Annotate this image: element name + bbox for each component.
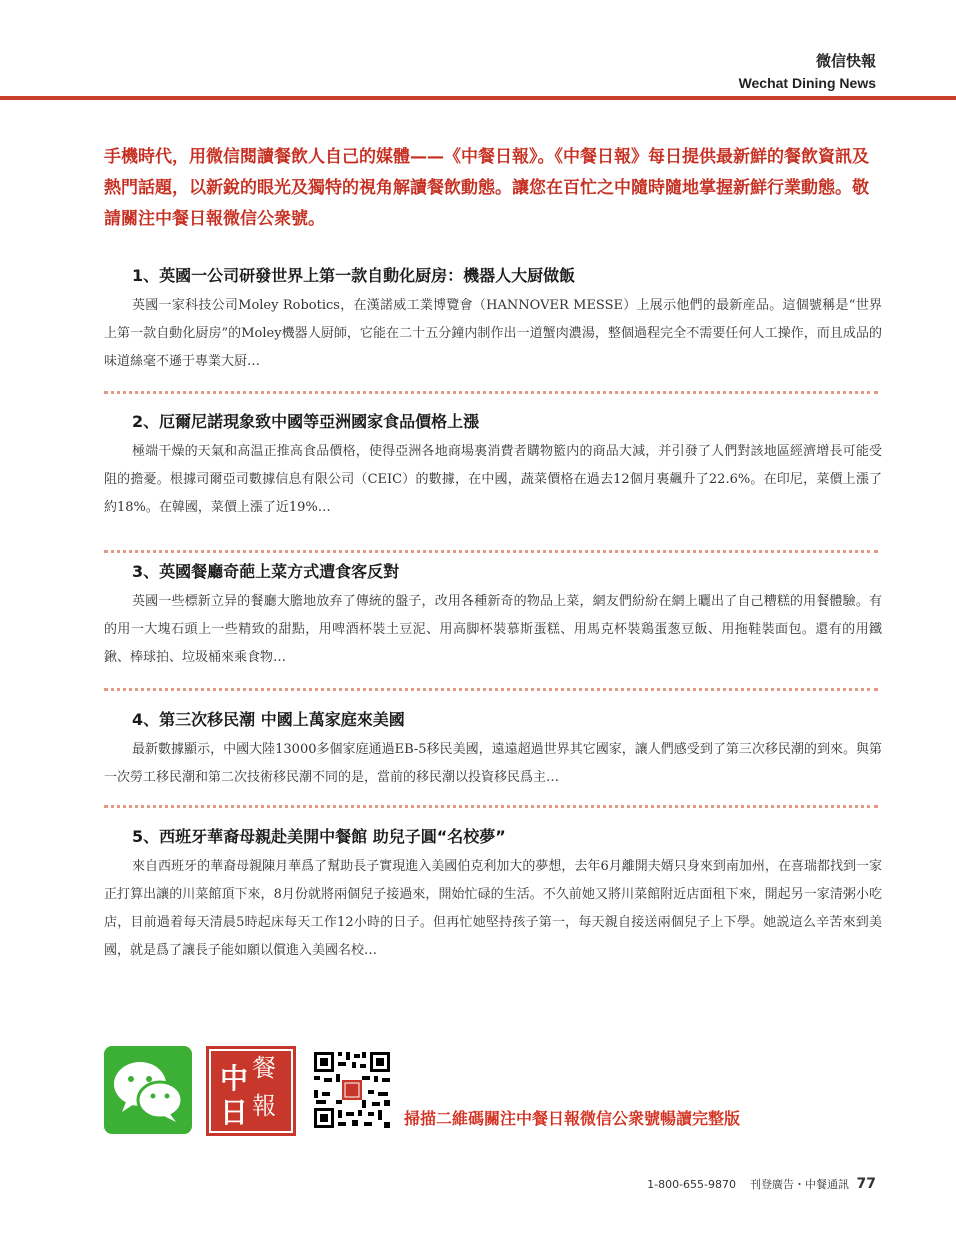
intro-paragraph: 手機時代，用微信閱讀餐飲人自己的媒體——《中餐日報》。《中餐日報》每日提供最新鮮的餐飲資訊及熱門話題，以新銳的眼光及獨特的視角解讀餐飲動態。讓您在百忙之中隨時隨地掌握新鮮行業動態。敬請關注中餐日報微信公衆號。	[104, 147, 869, 229]
divider	[104, 391, 878, 394]
svg-text:中: 中	[220, 1062, 249, 1095]
article-title: 2、厄爾尼諾現象致中國等亞洲國家食品價格上漲	[132, 412, 480, 431]
article-body: 英國一家科技公司Moley Robotics，在漢諾威工業博覽會（HANNOVER MESSE）上展示他們的最新産品。這個號稱是“世界上第一款自動化厨房”的Moley機器人厨師，它能在二十五分鐘内制作出一道蟹肉濃湯，整個過程完全不需要任何人工操作，而且成品的味道絲毫不遜于專業大厨…	[104, 298, 882, 369]
zhongcan-ribao-logo	[206, 1046, 296, 1136]
svg-text:報: 報	[252, 1092, 276, 1120]
page-header	[739, 50, 876, 91]
phone-number: 1-800-655-9870	[647, 1178, 737, 1191]
header-title-zh: 微信快報	[815, 52, 876, 70]
article-body: 最新數據顯示，中國大陸13000多個家庭通過EB-5移民美國，遠遠超過世界其它國家，讓人們感受到了第三次移民潮的到來。與第一次勞工移民潮和第二次技術移民潮不同的是，當前的移民潮以投資移民爲主…	[104, 742, 882, 785]
article-body: 英國一些標新立异的餐廳大膽地放弃了傳統的盤子，改用各種新奇的物品上菜，網友們紛紛在網上曬出了自己糟糕的用餐體驗。有的用一大塊石頭上一些精致的甜點，用啤酒杯裝土豆泥、用高脚杯裝慕斯蛋糕、用馬克杯裝鶏蛋葱豆飯、用拖鞋裝面包。還有的用鐵鍬、棒球拍、垃圾桶來乘食物…	[104, 594, 882, 665]
divider	[104, 688, 878, 691]
article-1	[104, 264, 882, 376]
header-rule	[0, 96, 956, 100]
article-body: 極端干燥的天氣和高温正推高食品價格，使得亞洲各地商場裏消費者購物籃内的商品大減，并引發了人們對該地區經濟增長可能受阻的擔憂。根據司爾亞司數據信息有限公司（CEIC）的數據，在中國，蔬菜價格在過去12個月裏飆升了22.6%。在印尼，菜價上漲了約18%。在韓國，菜價上漲了近19%…	[104, 444, 882, 515]
divider	[104, 805, 878, 808]
wechat-icon	[104, 1046, 192, 1134]
section-label: 刊登廣告・中餐通訊	[750, 1178, 850, 1191]
page-number: 77	[856, 1176, 876, 1192]
svg-text:日: 日	[220, 1096, 249, 1129]
article-title: 4、第三次移民潮 中國上萬家庭來美國	[132, 710, 405, 729]
article-title: 1、英國一公司研發世界上第一款自動化厨房：機器人大厨做飯	[132, 266, 576, 285]
scan-qr-caption: 掃描二維碼關注中餐日報微信公衆號暢讀完整版	[404, 1109, 741, 1128]
page-footer	[647, 1176, 876, 1192]
qr-code-icon	[312, 1050, 392, 1130]
svg-text:餐: 餐	[252, 1054, 276, 1082]
divider	[104, 550, 878, 553]
article-4	[104, 708, 882, 792]
article-title: 3、英國餐廳奇葩上菜方式遭食客反對	[132, 562, 400, 581]
article-body: 來自西班牙的華裔母親陳月華爲了幫助長子實現進入美國伯克利加大的夢想，去年6月離開夫婿只身來到南加州，在喜瑞都找到一家正打算出讓的川菜館頂下來，8月份就將兩個兒子接過來，開始忙碌的生活。不久前她又將川菜館附近店面租下來，開起另一家清粥小吃店，目前過着每天清晨5時起床每天工作12小時的日子。但再忙她堅持孩子第一，每天親自接送兩個兒子上下學。她説這么辛苦來到美國，就是爲了讓長子能如願以償進入美國名校…	[104, 859, 882, 958]
article-2	[104, 410, 882, 522]
article-3	[104, 560, 882, 672]
header-title-en: Wechat Dining News	[738, 75, 876, 91]
article-title: 5、西班牙華裔母親赴美開中餐館 助兒子圓“名校夢”	[132, 827, 506, 846]
article-5	[104, 825, 882, 965]
